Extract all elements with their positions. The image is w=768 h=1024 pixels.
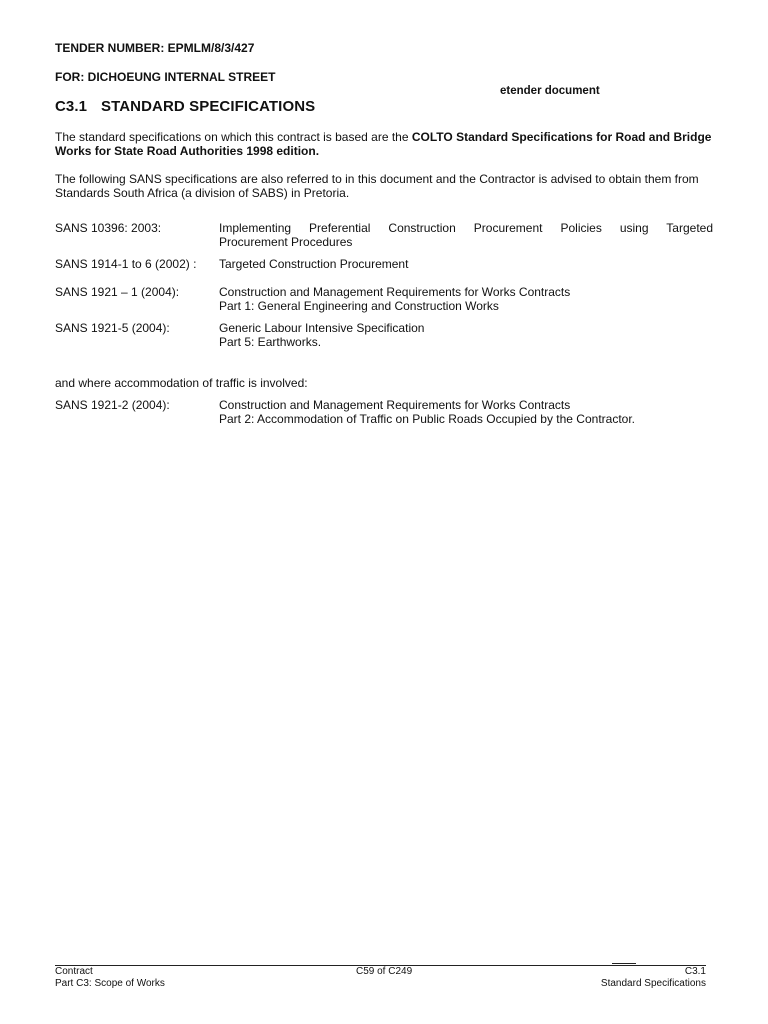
section-heading bbox=[55, 98, 315, 115]
footer-contract: Contract bbox=[55, 966, 93, 977]
footer-section-code: C3.1 bbox=[684, 966, 706, 977]
tender-number: TENDER NUMBER: EPMLM/8/3/427 bbox=[55, 41, 255, 55]
sans-reference-paragraph: The following SANS specifications are also referred to in this document and the Contractor is advised to obtain them from Standards South Africa (a division of SABS) in Pretoria. bbox=[55, 172, 699, 200]
traffic-intro: and where accommodation of traffic is involved: bbox=[55, 376, 308, 390]
intro-text: The standard specifications on which this contract is based are the bbox=[55, 130, 412, 144]
spec-description-line: Procurement Procedures bbox=[219, 235, 353, 249]
spec-code: SANS 1921-2 (2004): bbox=[55, 398, 170, 412]
spec-description bbox=[219, 257, 713, 271]
spec-code: SANS 1921-5 (2004): bbox=[55, 321, 170, 335]
spec-description-line: Generic Labour Intensive Specification bbox=[219, 321, 425, 335]
spec-description-line: Construction and Management Requirements for Works Contracts bbox=[219, 285, 571, 299]
footer-section-name: Standard Specifications bbox=[600, 978, 706, 989]
project-name: FOR: DICHOEUNG INTERNAL STREET bbox=[55, 70, 276, 84]
footer-mark bbox=[612, 963, 636, 964]
spec-description-line: Implementing Preferential Construction Procurement Policies using Targeted bbox=[219, 221, 713, 235]
spec-description-line: Part 1: General Engineering and Construction Works bbox=[219, 299, 499, 313]
spec-description-line: Targeted Construction Procurement bbox=[219, 257, 409, 271]
intro-bold-text: COLTO Standard Specifications for Road and Bridge Works for State Road Authorities 1998 edition. bbox=[55, 130, 712, 158]
etender-label: etender document bbox=[500, 85, 600, 97]
section-title: STANDARD SPECIFICATIONS bbox=[101, 98, 316, 115]
spec-description bbox=[219, 398, 713, 426]
spec-description bbox=[219, 221, 713, 249]
spec-description bbox=[219, 321, 713, 349]
spec-description-line: Part 5: Earthworks. bbox=[219, 335, 322, 349]
spec-code: SANS 1921 – 1 (2004): bbox=[55, 285, 180, 299]
spec-description bbox=[219, 285, 713, 313]
spec-description-line: Construction and Management Requirements for Works Contracts bbox=[219, 398, 571, 412]
footer-page-number: C59 of C249 bbox=[356, 966, 413, 977]
section-number: C3.1 bbox=[55, 98, 88, 115]
spec-code: SANS 1914-1 to 6 (2002) : bbox=[55, 257, 197, 271]
spec-description-line: Part 2: Accommodation of Traffic on Public Roads Occupied by the Contractor. bbox=[219, 412, 635, 426]
footer-part: Part C3: Scope of Works bbox=[55, 978, 165, 989]
spec-code: SANS 10396: 2003: bbox=[55, 221, 162, 235]
intro-paragraph bbox=[55, 130, 715, 158]
